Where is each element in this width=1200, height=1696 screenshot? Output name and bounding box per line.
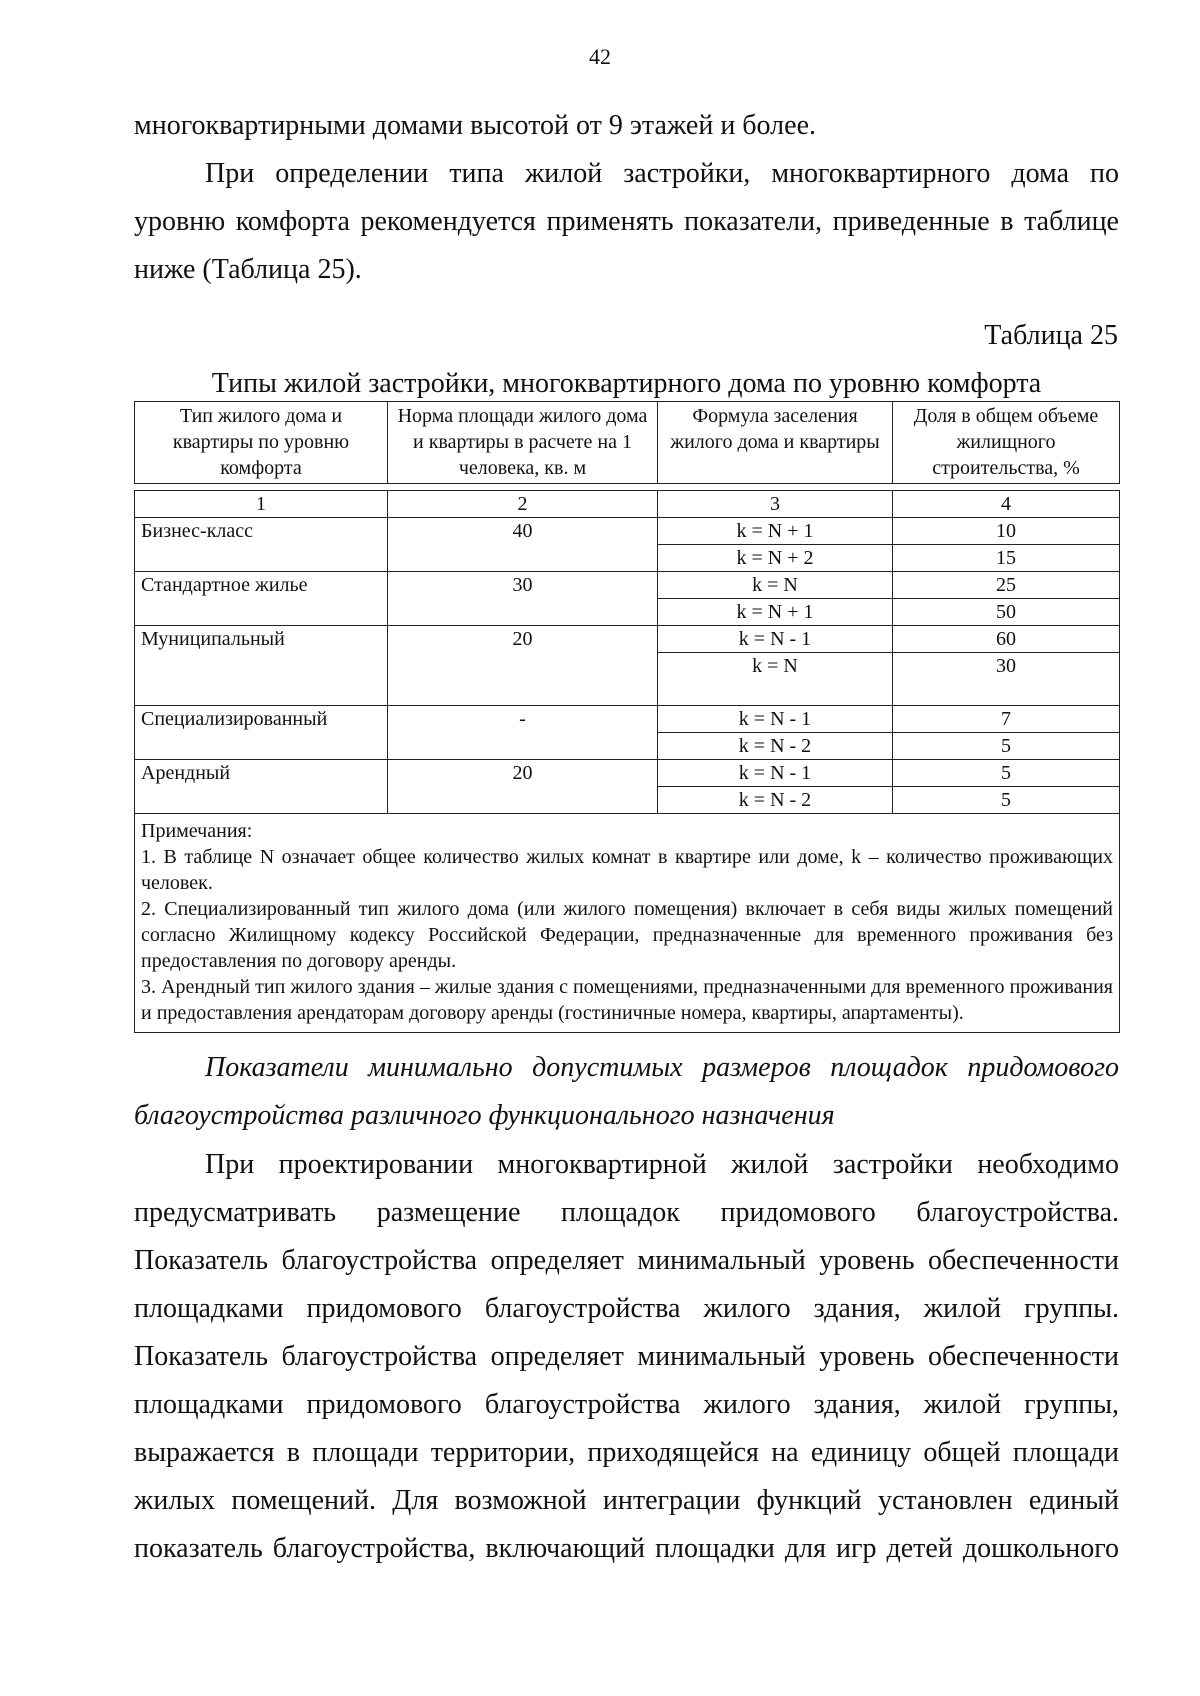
cell-share: 5 [893,733,1120,760]
cell-share: 5 [893,787,1120,814]
page-number: 42 [589,44,611,69]
column-number: 4 [893,491,1120,518]
header-formula: Формула заселения жилого дома и квартиры [658,402,893,484]
header-separator [135,484,1120,491]
comfort-level-table [134,401,1120,1033]
cell-share: 15 [893,545,1120,572]
cell-share: 25 [893,572,1120,599]
cell-share: 50 [893,599,1120,626]
column-number-row [135,491,1120,518]
cell-formula: k = N - 1 [658,706,893,733]
column-number: 2 [388,491,658,518]
cell-type: Муниципальный [135,626,388,706]
table-label: Таблица 25 [984,320,1118,351]
cell-type: Стандартное жилье [135,572,388,626]
table-row [135,626,1120,653]
table-header-row [135,402,1120,484]
column-number: 3 [658,491,893,518]
cell-share: 60 [893,626,1120,653]
header-area: Норма площади жилого дома и квартиры в расчете на 1 человека, кв. м [388,402,658,484]
cell-area: 20 [388,760,658,814]
cell-type: Специализированный [135,706,388,760]
cell-area: 20 [388,626,658,706]
header-type: Тип жилого дома и квартиры по уровню комфорта [135,402,388,484]
table-row [135,572,1120,599]
cell-formula: k = N + 2 [658,545,893,572]
cell-area: - [388,706,658,760]
cell-formula: k = N [658,653,893,706]
notes-title: Примечания: [141,820,253,842]
table-notes [135,814,1120,1033]
header-share: Доля в общем объеме жилищного строительства, % [893,402,1120,484]
intro-line: многоквартирными домами высотой от 9 этажей и более. [134,110,817,141]
cell-formula: k = N + 1 [658,518,893,545]
note-item: 3. Арендный тип жилого здания – жилые здания с помещениями, предназначенными для временного проживания и предоставления арендаторам договору аренды (гостиничные номера, квартиры, апартаменты). [141,976,1113,1024]
cell-formula: k = N - 1 [658,626,893,653]
table-row [135,706,1120,733]
cell-share: 30 [893,653,1120,706]
notes-row [135,814,1120,1033]
table-title: Типы жилой застройки, многоквартирного дома по уровню комфорта [211,368,1042,399]
table-row [135,518,1120,545]
cell-formula: k = N - 1 [658,760,893,787]
intro-paragraph: При определении типа жилой застройки, многоквартирного дома по уровню комфорта рекомендуется применять показатели, приведенные в таблице ниже (Таблица 25). [134,158,1119,285]
cell-formula: k = N [658,572,893,599]
section-heading: Показатели минимально допустимых размеров площадок придомового благоустройства различного функционального назначения [134,1052,1119,1131]
cell-type: Арендный [135,760,388,814]
cell-formula: k = N - 2 [658,733,893,760]
table-row [135,760,1120,787]
cell-share: 10 [893,518,1120,545]
body-paragraph: При проектировании многоквартирной жилой застройки необходимо предусматривать размещение площадок придомового благоустройства. Показатель благоустройства определяет минимальный уровень обеспеченности площадками придомового благоустройства жилого здания, жилой группы. Показатель благоустройства определяет минимальный уровень обеспеченности площадками придомового благоустройства жилого здания, жилой группы, выражается в площади территории, приходящейся на единицу общей площади жилых помещений. Для возможной интеграции функций установлен единый показатель благоустройства, включающий площадки для игр детей дошкольного [134,1149,1119,1564]
cell-share: 5 [893,760,1120,787]
column-number: 1 [135,491,388,518]
cell-type: Бизнес-класс [135,518,388,572]
cell-area: 40 [388,518,658,572]
cell-share: 7 [893,706,1120,733]
cell-area: 30 [388,572,658,626]
note-item: 2. Специализированный тип жилого дома (или жилого помещения) включает в себя виды жилых помещений согласно Жилищному кодексу Российской Федерации, предназначенные для временного проживания без предоставления по договору аренды. [141,898,1113,972]
note-item: 1. В таблице N означает общее количество жилых комнат в квартире или доме, k – количество проживающих человек. [141,846,1113,894]
cell-formula: k = N + 1 [658,599,893,626]
cell-formula: k = N - 2 [658,787,893,814]
